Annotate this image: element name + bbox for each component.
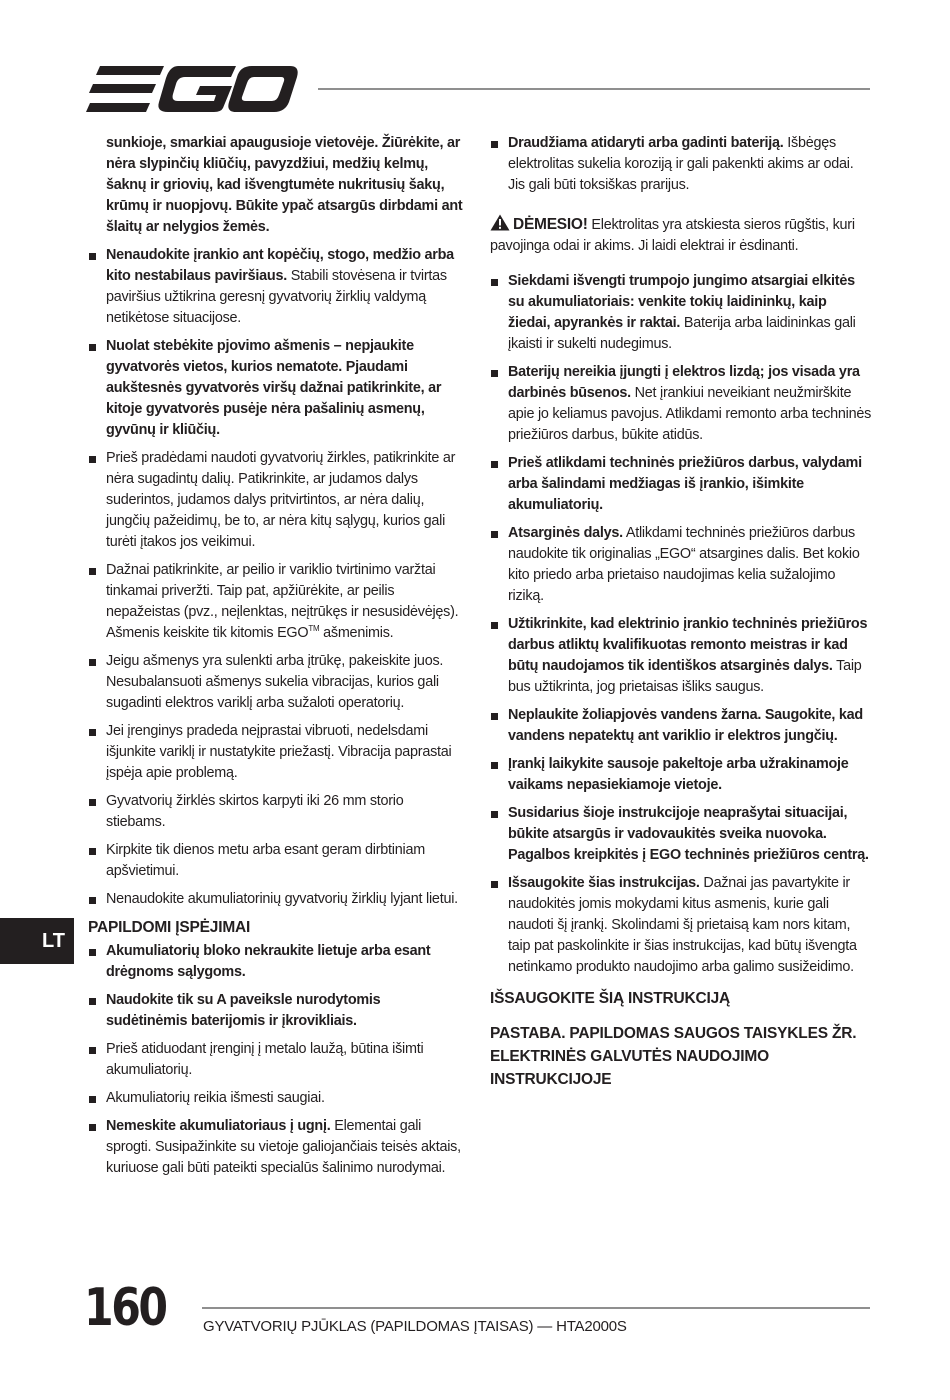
page-number: 160 [84,1278,166,1338]
right-column [490,133,872,1093]
warning-triangle-icon [490,214,510,231]
list-item: Neplaukite žoliapjovės vandens žarna. Saugokite, kad vandens nepatektų ant variklio ir elektros jungčių. [490,705,872,747]
list-item: Naudokite tik su A paveiksle nurodytomis sudėtinėmis baterijomis ir įkrovikliais. [88,990,463,1032]
square-bullet-icon [89,848,96,855]
square-bullet-icon [89,729,96,736]
square-bullet-icon [89,799,96,806]
square-bullet-icon [89,568,96,575]
list-item: Prieš pradėdami naudoti gyvatvorių žirkles, patikrinkite ar nėra sugadintų dalių. Patikrinkite, ar judamos dalys suderintos, judamos dalys pritvirtintos, ar nėra dalių, jungčių pažeidimų, be to, ar nėra kitų sąlygų, kurios gali turėti įtakos jos veikimui. [88,448,463,553]
square-bullet-icon [89,1096,96,1103]
square-bullet-icon [491,461,498,468]
list-item: Siekdami išvengti trumpojo jungimo atsargiai elkitės su akumuliatoriais: venkite tokių laidininkų, kaip žiedai, apyrankės ir raktai. Baterija arba laidininkas gali įkaisti ir sukelti nudegimus. [490,271,872,355]
list-item: Akumuliatorių bloko nekraukite lietuje arba esant drėgnoms sąlygoms. [88,941,463,983]
square-bullet-icon [491,881,498,888]
footer-rule [202,1307,870,1309]
square-bullet-icon [89,456,96,463]
note-heading: PASTABA. PAPILDOMAS SAUGOS TAISYKLES ŽR. ELEKTRINĖS GALVUTĖS NAUDOJIMO INSTRUKCIJOJE [490,1025,857,1088]
list-item: Akumuliatorių reikia išmesti saugiai. [88,1088,463,1109]
list-item: Prieš atlikdami techninės priežiūros darbus, valydami arba šalindami medžiagas iš įrankio, išimkite akumuliatorių. [490,453,872,516]
list-item: Jei įrenginys pradeda neįprastai vibruoti, nedelsdami išjunkite variklį ir nustatykite priežastį. Vibracija paprastai įspėja apie problemą. [88,721,463,784]
list-item: Nuolat stebėkite pjovimo ašmenis – nepjaukite gyvatvorės vietos, kurios nematote. Pjaudami aukštesnės gyvatvorės viršų dažnai patikrinkite, ar kitoje gyvatvorės pusėje nėra pašalinių asmenų, gyvūnų ir kliūčių. [88,336,463,441]
list-item: Nenaudokite įrankio ant kopėčių, stogo, medžio arba kito nestabilaus paviršiaus. Stabili stovėsena ir tvirtas paviršius užtikrina geresnį gyvatvorių žirklių valdymą netikėtose situacijose. [88,245,463,329]
list-item: Susidarius šioje instrukcijoje neaprašytai situacijai, būkite atsargūs ir vadovaukitės sveika nuovoka. Pagalbos kreipkitės į EGO techninės priežiūros centrą. [490,803,872,866]
save-instructions-heading: IŠSAUGOKITE ŠIĄ INSTRUKCIJĄ [490,990,731,1007]
square-bullet-icon [491,811,498,818]
list-item: Jeigu ašmenys yra sulenkti arba įtrūkę, pakeiskite juos. Nesubalansuoti ašmenys sukelia vibracijas, kurios gali sugadinti elektros variklį arba sužaloti operatorių. [88,651,463,714]
left-column [88,133,463,1186]
list-item: Baterijų nereikia įjungti į elektros lizdą; jos visada yra darbinės būsenos. Net įrankiui neveikiant neužmirškite apie jo keliamus pavojus. Atlikdami remonto arba techninės priežiūros darbus, būkite atidūs. [490,362,872,446]
square-bullet-icon [89,897,96,904]
header-rule [318,88,870,90]
square-bullet-icon [89,998,96,1005]
warning-label: DĖMESIO! [513,216,588,233]
section-heading: PAPILDOMI ĮSPĖJIMAI [88,919,251,936]
square-bullet-icon [491,279,498,286]
ego-logo [86,64,298,114]
square-bullet-icon [491,622,498,629]
list-item: Nemeskite akumuliatoriaus į ugnį. Elementai gali sprogti. Susipažinkite su vietoje galiojančiais teisės aktais, kuriuose gali būti pateikti specialūs šalinimo nurodymai. [88,1116,463,1179]
square-bullet-icon [89,659,96,666]
list-item: Užtikrinkite, kad elektrinio įrankio techninės priežiūros darbus atliktų kvalifikuotas remonto meistras ir kad būtų naudojamos tik identiškos atsarginės dalys. Taip bus užtikrinta, jog prietaisas išliks saugus. [490,614,872,698]
list-item: Draudžiama atidaryti arba gadinti bateriją. Išbėgęs elektrolitas sukelia koroziją ir gali pakenkti akims ar odai. Jis gali būti toksiškas prarijus. [490,133,872,196]
list-item: Atsarginės dalys. Atlikdami techninės priežiūros darbus naudokite tik originalias „EGO“ atsargines dalis. Bet kokio kito priedo arba prietaiso naudojimas kelia sužalojimo riziką. [490,523,872,607]
square-bullet-icon [491,713,498,720]
square-bullet-icon [89,253,96,260]
list-item: Išsaugokite šias instrukcijas. Dažnai jas pavartykite ir naudokitės jomis mokydami kitus asmenis, kurie gali naudoti šį įrankį. Skolindami šį prietaisą kam nors kitam, taip pat paskolinkite ir šias instrukcijas, kad būtų išvengta netinkamo produkto naudojimo arba galimo susižeidimo. [490,873,872,978]
lead-paragraph: sunkioje, smarkiai apaugusioje vietovėje. Žiūrėkite, ar nėra slypinčių kliūčių, pavyzdžiui, medžių kelmų, šaknų ir griovių, kad išvengtumėte nukritusių šakų, krūmų ir nuopjovų. Būkite ypač atsargūs dirbdami ant šlaitų ar nelygios žemės. [106,135,463,235]
list-item: Dažnai patikrinkite, ar peilio ir variklio tvirtinimo varžtai tinkamai priveržti. Taip pat, apžiūrėkite, ar peilis nepažeistas (pvz., neįlenktas, neįtrūkęs ir nesusidėvėjęs). Ašmenis keiskite tik kitomis EGO™ ašmenimis. [88,560,463,644]
square-bullet-icon [89,344,96,351]
square-bullet-icon [89,1047,96,1054]
warning-note: DĖMESIO! Elektrolitas yra atskiesta sieros rūgštis, kuri pavojinga odai ir akims. Ji laidi elektrai ir ėsdinanti. [490,216,855,254]
square-bullet-icon [491,531,498,538]
list-item: Prieš atiduodant įrenginį į metalo laužą, būtina išimti akumuliatorių. [88,1039,463,1081]
list-item: Įrankį laikykite sausoje pakeltoje arba užrakinamoje vaikams nepasiekiamoje vietoje. [490,754,872,796]
list-item: Gyvatvorių žirklės skirtos karpyti iki 26 mm storio stiebams. [88,791,463,833]
square-bullet-icon [491,370,498,377]
square-bullet-icon [491,762,498,769]
list-item: Kirpkite tik dienos metu arba esant geram dirbtiniam apšvietimui. [88,840,463,882]
square-bullet-icon [491,141,498,148]
square-bullet-icon [89,1124,96,1131]
list-item: Nenaudokite akumuliatorinių gyvatvorių žirklių lyjant lietui. [88,889,463,910]
square-bullet-icon [89,949,96,956]
footer-title: GYVATVORIŲ PJŪKLAS (PAPILDOMAS ĮTAISAS) — HTA2000S [203,1318,627,1335]
language-tab: LT [0,918,74,964]
